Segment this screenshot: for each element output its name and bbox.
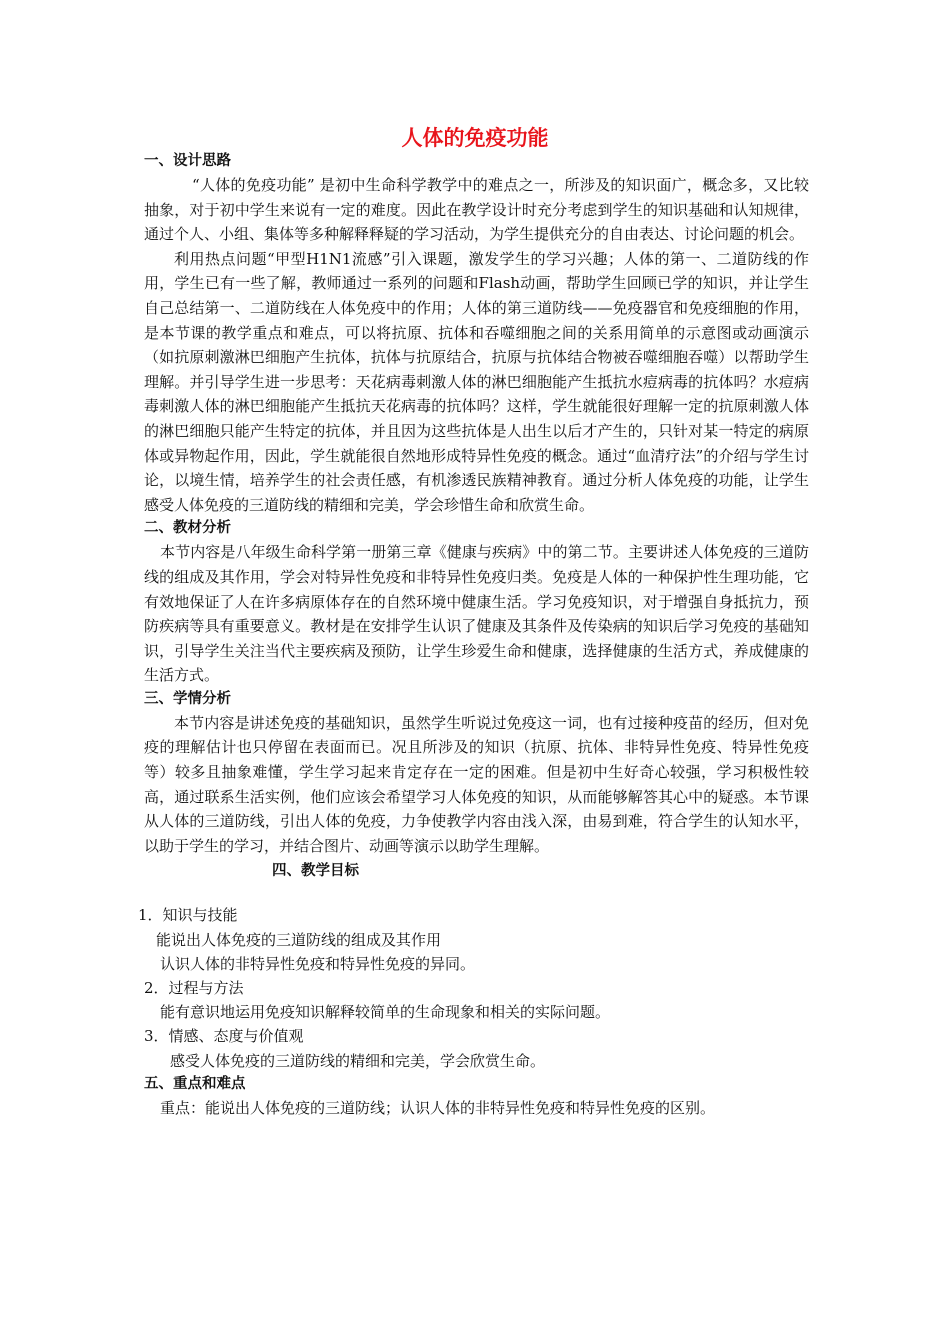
goal-item [138, 903, 809, 976]
section-design-ideas [144, 150, 809, 517]
section-heading: 四、教学目标 [272, 863, 359, 880]
section-learner-analysis [144, 688, 809, 859]
goal-item-line: 感受人体免疫的三道防线的精细和完美，学会欣赏生命。 [170, 1051, 546, 1070]
paragraph: 本节内容是讲述免疫的基础知识，虽然学生听说过免疫这一词，也有过接种疫苗的经历，但对免疫的理解估计也只停留在表面而已。况且所涉及的知识（抗原、抗体、非特异性免疫、特异性免疫等）较多且抽象难懂，学生学习起来肯定存在一定的困难。但是初中生好奇心较强，学习积极性较高，通过联系生活实例，他们应该会希望学习人体免疫的知识，从而能够解答其心中的疑惑。本节课从人体的三道防线，引出人体的免疫，力争使教学内容由浅入深，由易到难，符合学生的认知水平，以助于学生的学习，并结合图片、动画等演示以助学生理解。 [144, 713, 809, 855]
section-heading: 二、教材分析 [144, 520, 231, 537]
goal-item-line: 能说出人体免疫的三道防线的组成及其作用 [156, 930, 442, 949]
section-heading: 五、重点和难点 [144, 1075, 246, 1092]
section-teaching-goals [138, 860, 809, 1072]
goal-item-title: 1．知识与技能 [138, 906, 238, 925]
paragraph: 重点：能说出人体免疫的三道防线；认识人体的非特异性免疫和特异性免疫的区别。 [160, 1098, 716, 1117]
paragraph: 利用热点问题“甲型H1N1流感”引入课题，激发学生的学习兴趣；人体的第一、二道防线的作用，学生已有一些了解，教师通过一系列的问题和Flash动画，帮助学生回顾已学的知识，并让学生自己总结第一、二道防线在人体免疫中的作用；人体的第三道防线——免疫器官和免疫细胞的作用，是本节课的教学重点和难点，可以将抗原、抗体和吞噬细胞之间的关系用简单的示意图或动画演示（如抗原刺激淋巴细胞产生抗体，抗体与抗原结合，抗原与抗体结合物被吞噬细胞吞噬）以帮助学生理解。并引导学生进一步思考：天花病毒刺激人体的淋巴细胞能产生抵抗水痘病毒的抗体吗？水痘病毒刺激人体的淋巴细胞能产生抵抗天花病毒的抗体吗？这样，学生就能很好理解一定的抗原刺激人体的淋巴细胞只能产生特定的抗体，并且因为这些抗体是人出生以后才产生的，只针对某一特定的病原体或异物起作用，因此，学生就能很自然地形成特异性免疫的概念。通过“血清疗法”的介绍与学生讨论，以境生情，培养学生的社会责任感，有机渗透民族精神教育。通过分析人体免疫的功能，让学生感受人体免疫的三道防线的精细和完美，学会珍惜生命和欣赏生命。 [144, 249, 809, 514]
section-heading: 一、设计思路 [144, 153, 231, 169]
paragraph: 本节内容是八年级生命科学第一册第三章《健康与疾病》中的第二节。主要讲述人体免疫的三道防线的组成及其作用，学会对特异性免疫和非特异性免疫归类。免疫是人体的一种保护性生理功能，它有效地保证了人在许多病原体存在的自然环境中健康生活。学习免疫知识，对于增强自身抵抗力，预防疾病等具有重要意义。教材是在安排学生认识了健康及其条件及传染病的知识后学习免疫的基础知识，引导学生关注当代主要疾病及预防，让学生珍爱生命和健康，选择健康的生活方式，养成健康的生活方式。 [144, 543, 809, 685]
section-key-points [144, 1073, 809, 1121]
blank-line [144, 883, 809, 903]
goal-item [144, 1024, 809, 1072]
goal-item-line: 认识人体的非特异性免疫和特异性免疫的异同。 [160, 954, 476, 973]
section-heading: 三、学情分析 [144, 690, 231, 707]
document-body [138, 150, 809, 1120]
section-material-analysis [144, 517, 809, 688]
goal-item-title: 3．情感、态度与价值观 [144, 1027, 304, 1046]
goal-item-title: 2．过程与方法 [144, 979, 244, 998]
goal-item [144, 976, 809, 1024]
document-title: 人体的免疫功能 [401, 126, 549, 150]
paragraph: “人体的免疫功能” 是初中生命科学教学中的难点之一，所涉及的知识面广，概念多，又比较抽象，对于初中学生来说有一定的难度。因此在教学设计时充分考虑到学生的知识基础和认知规律，通过个人、小组、集体等多种解释释疑的学习活动，为学生提供充分的自由表达、讨论问题的机会。 [144, 176, 809, 244]
goal-item-line: 能有意识地运用免疫知识解释较简单的生命现象和相关的实际问题。 [160, 1003, 611, 1022]
